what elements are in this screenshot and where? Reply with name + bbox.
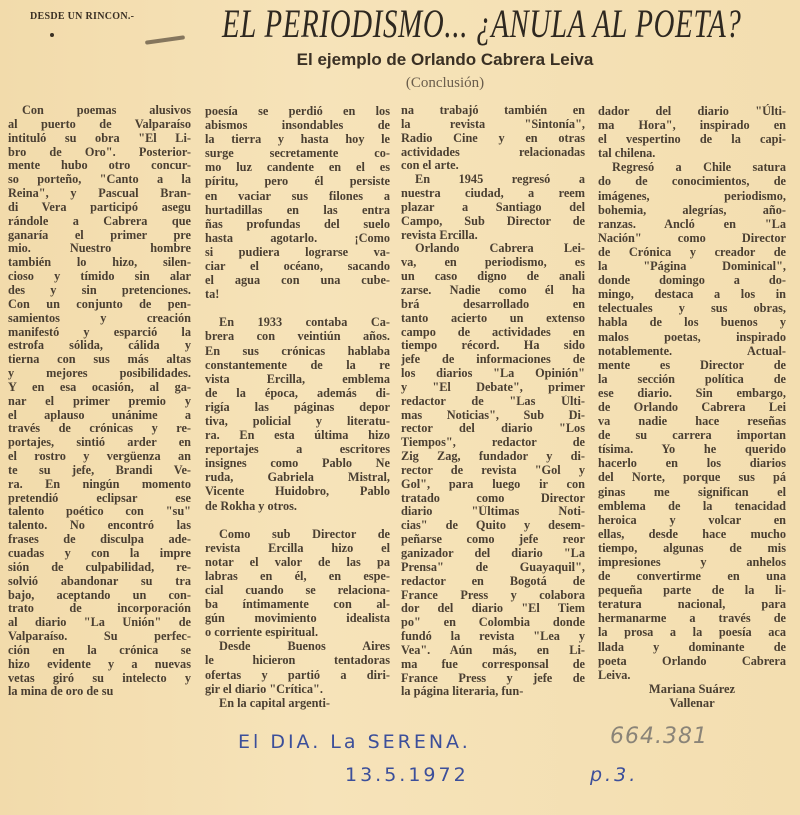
text-line: mingo, destaca a los in (598, 287, 786, 302)
text-line: gir el diario "Crítica". (205, 681, 323, 696)
text-line: del Norte, porque sus pá (598, 470, 786, 485)
text-line: campo de actividades en (401, 325, 585, 339)
text-line: donde domingo a do- (598, 273, 786, 288)
text-line: cioso y tímido sin alar (8, 270, 191, 284)
article-column-3 (401, 104, 585, 699)
text-line: nar el primer premio y (8, 394, 191, 408)
text-line: el vespertino de la capi- (598, 132, 786, 147)
text-line: talento. No encontró las (8, 519, 191, 533)
text-line: jefe de informaciones de (401, 353, 585, 367)
text-line: ranzas. Ancló en "La (598, 216, 786, 231)
text-line: rector del diario "Los (401, 422, 585, 436)
text-line: de Rokha y otros. (205, 498, 298, 513)
text-line: Nación" como Director (598, 230, 786, 245)
text-line: el aplauso unánime a (8, 408, 191, 422)
text-line: al diario "La Unión" de (8, 616, 191, 630)
text-line: ra. En esta última hizo (205, 428, 390, 443)
text-line: peñarse como jefe reor (401, 533, 585, 547)
article-column-4 (598, 104, 786, 710)
text-line: través de crónicas y re- (8, 422, 191, 436)
text-line: redactor en Bogotá de (401, 574, 585, 588)
text-line: habla de los buenos y (598, 315, 786, 330)
text-line: Como sub Director de (219, 526, 390, 541)
text-line: de Orlando Cabrera Lei (598, 399, 786, 414)
text-line: el rostro y vergüenza an (8, 450, 191, 464)
text-line: Vicente Huidobro, Pablo (205, 484, 390, 499)
text-line: tiva, policial y literatu- (205, 413, 390, 428)
text-line: Con poemas alusivos (22, 104, 191, 117)
text-line: le hicieron tentadoras (205, 653, 390, 668)
text-line: rigía las páginas depor (205, 399, 390, 414)
text-line: Gol", para luego ir con (401, 477, 585, 491)
text-line: pequeña parte de la li- (598, 583, 786, 598)
text-line: solvió abandonar su tra (8, 574, 191, 588)
text-line: te su jefe, Brandi Ve- (8, 463, 191, 477)
text-line: mente es Director de (598, 357, 786, 372)
text-line: ese diario. Sin embargo, (598, 385, 786, 400)
text-line: abismos insondables de (205, 118, 390, 133)
text-line: mente hubo otro concur- (8, 159, 191, 173)
text-line: cias" de Quito y desem- (401, 519, 585, 533)
text-line: mas Noticias", Sub Di- (401, 408, 585, 422)
text-line: poeta Orlando Cabrera (598, 653, 786, 668)
text-line: la sección política de (598, 371, 786, 386)
text-line: ba íntimamente con al- (205, 597, 390, 612)
text-line: zarse. Nadie como él ha (401, 283, 585, 297)
text-line: ruda, Gabriela Mistral, (205, 470, 390, 485)
text-line: tísima. Yo he querido (598, 442, 786, 457)
text-line: malos poetas, inspirado (598, 329, 786, 344)
text-line: o corriente espiritual. (205, 625, 319, 640)
text-line: Campo, Sub Director de (401, 214, 585, 228)
text-line: Zig Zag, fundador y di- (401, 450, 585, 464)
text-line: la "Página Dominical", (598, 259, 786, 274)
text-line: la tierra y hasta hoy le (205, 132, 390, 147)
text-line: na trabajó también en (401, 104, 585, 117)
text-line: Valparaíso. Su perfec- (8, 630, 191, 644)
text-line: mio. Nuestro hombre (8, 242, 191, 256)
article-column-2 (205, 104, 390, 710)
text-line: plazar a Santiago del (401, 200, 585, 214)
text-line: labras en él, en espe- (205, 568, 390, 583)
text-line: tiempo récord. Ha sido (401, 339, 585, 353)
text-line: notablemente. Actual- (598, 343, 786, 358)
text-line: hacerlo en los diarios (598, 456, 786, 471)
text-line: France Press y colabora (401, 588, 585, 602)
text-line: tiempo, algunas de mis (598, 540, 786, 555)
text-line: mo luz candente en el es (205, 160, 390, 175)
text-line: sión de culpabilidad, re- (8, 560, 191, 574)
text-line: ma fue corresponsal de (401, 657, 585, 671)
text-line: insignes como Pablo Ne (205, 456, 390, 471)
text-line: manifestó y esparció la (8, 325, 191, 339)
text-line: imágenes, periodismo, (598, 188, 786, 203)
signature-author: Mariana Suárez (648, 681, 736, 696)
text-line: si pudiera lograrse va- (205, 244, 390, 259)
text-line: y mejores posibilidades. (8, 367, 191, 381)
text-line: tanto acierto un extenso (401, 311, 585, 325)
text-line: rector de revista "Gol y (401, 463, 585, 477)
text-line: telectuales y sus obras, (598, 301, 786, 316)
text-line: Y en esa ocasión, al ga- (8, 380, 191, 394)
text-line: samientos y creación (8, 311, 191, 325)
text-line: bohemia, alegrías, año- (598, 202, 786, 217)
text-line: actividades relacionadas (401, 145, 585, 159)
text-line: portajes, sintió arder en (8, 436, 191, 450)
text-line: ción en la crónica se (8, 643, 191, 657)
section-kicker: DESDE UN RINCON.- (30, 11, 135, 22)
text-line: cuadas y con la impre (8, 547, 191, 560)
text-line: des y sin pretenciones. (8, 283, 191, 297)
text-line: Vea". Aún más, en Li- (401, 643, 585, 657)
text-line: y "El Debate", primer (401, 380, 585, 394)
text-line: dor del diario "El Tiem (401, 602, 585, 616)
text-line: estrofa sólida, cálida y (8, 339, 191, 353)
text-line: hasta agotarlo. ¡Como (205, 230, 390, 245)
text-line: la mina de oro de su (8, 685, 114, 699)
text-line: ellas, desde hace mucho (598, 526, 786, 541)
text-line: cial cuando se relaciona- (205, 583, 390, 597)
text-line: pretendió eclipsar ese (8, 491, 191, 505)
text-line: constantemente de la re (205, 357, 390, 372)
text-line: Tiempos", redactor de (401, 436, 585, 450)
article-subtitle: El ejemplo de Orlando Cabrera Leiva (296, 50, 594, 69)
text-line: redactor de "Las Últi- (401, 394, 585, 408)
text-line: Desde Buenos Aires (219, 639, 390, 654)
text-line: la página literaria, fun- (401, 685, 524, 699)
text-line: frases de disculpa ade- (8, 533, 191, 547)
text-line: un caso digno de anali (401, 270, 585, 284)
text-line: reportajes a escritores (205, 442, 390, 457)
text-line: tal chilena. (598, 146, 656, 161)
text-line: Orlando Cabrera Lei- (415, 242, 585, 256)
text-line: gún movimiento idealista (205, 611, 390, 626)
text-line: Regresó a Chile satura (612, 160, 786, 175)
text-line: tratado como Director (401, 491, 585, 505)
text-line: bajo, aceptando un con- (8, 588, 191, 602)
text-line: ma Hora", inspirado en (598, 118, 786, 133)
text-line: de Crónica y creador de (598, 244, 786, 259)
text-line: Radio Cine y en otras (401, 131, 585, 145)
text-line: en vaciar sus filones a (205, 188, 390, 203)
text-line: hizo evidente y a nuevas (8, 657, 191, 671)
text-line: di Vera participó asegu (8, 200, 191, 214)
text-line: bro de Oro". Posterior- (8, 145, 191, 159)
text-line: llada y dominante de (598, 639, 786, 654)
text-line: rándole a Cabrera que (8, 214, 191, 228)
text-line: la prosa a la poesía aca (598, 625, 786, 640)
text-line: po" en Colombia donde (401, 616, 585, 630)
paragraph-gap (205, 301, 390, 315)
text-line: France Press y jefe de (401, 671, 585, 685)
text-line: también lo hizo, silen- (8, 256, 191, 270)
text-line: va nadie hace reseñas (598, 414, 786, 429)
text-line: ciar el océano, sacando (205, 259, 390, 274)
article-title: EL PERIODISMO... ¿ANULA AL POETA? (222, 1, 742, 46)
ink-spot (50, 33, 54, 37)
text-line: al puerto de Valparaíso (8, 117, 191, 131)
text-line: intituló su obra "El Li- (8, 131, 191, 145)
text-line: la revista "Sintonía", (401, 117, 585, 131)
text-line: ñas profundas del suelo (205, 216, 390, 231)
text-line: Leiva. (598, 667, 631, 682)
text-line: notar el valor de las pa (205, 554, 390, 569)
article-conclusion-note: (Conclusión) (405, 75, 485, 91)
handwritten-date: 13.5.1972 (345, 764, 469, 786)
text-line: ta! (205, 287, 220, 302)
text-line: hurtadillas en las entra (205, 202, 390, 217)
text-line: En 1945 regresó a (415, 173, 585, 187)
handwritten-catalog-number: 664.381 (610, 724, 708, 749)
text-line: emblema de la tenacidad (598, 498, 786, 513)
text-line: tierna con sus más altas (8, 353, 191, 367)
article-column-1 (8, 104, 191, 699)
text-line: píritu, pero él persiste (205, 174, 390, 189)
text-line: brá desarrollado en (401, 297, 585, 311)
text-line: de convertirme en una (598, 569, 786, 584)
text-line: los diarios "La Opinión" (401, 367, 585, 381)
text-line: con el arte. (401, 159, 459, 173)
text-line: hermanarme a través de (598, 611, 786, 626)
text-line: trato de incorporación (8, 602, 191, 616)
text-line: do de conocimientos, de (598, 174, 786, 189)
text-line: vetas giró su intelecto y (8, 671, 191, 685)
text-line: Reina", y Pascual Bran- (8, 187, 191, 201)
text-line: En la capital argenti- (219, 695, 331, 710)
text-line: so porteño, "Canto a la (8, 173, 191, 187)
text-line: ganaría el primer pre (8, 228, 191, 242)
text-line: ganizador del diario "La (401, 547, 585, 560)
text-line: En 1933 contaba Ca- (219, 315, 390, 330)
text-line: poesía se perdió en los (205, 104, 390, 118)
text-line: ra. En ningún momento (8, 477, 191, 491)
text-line: dador del diario "Últi- (598, 104, 786, 118)
text-line: vista Ercilla, emblema (205, 371, 390, 386)
text-line: heroica y volcar en (598, 512, 786, 527)
text-line: talento poético con "su" (8, 505, 191, 519)
signature-place: Vallenar (669, 695, 715, 710)
text-line: teratura nacional, para (598, 597, 786, 612)
text-line: de su carrera importan (598, 428, 786, 443)
handwritten-source: El DIA. La SERENA. (238, 731, 471, 753)
text-line: brera con veintiún años. (205, 329, 390, 344)
text-line: de la época, además di- (205, 385, 390, 400)
text-line: impresiones y anhelos (598, 555, 786, 569)
text-line: Prensa" de Guayaquil", (401, 560, 585, 574)
text-line: surge secretamente co- (205, 146, 390, 161)
text-line: En sus crónicas hablaba (205, 343, 390, 358)
text-line: revista Ercilla. (401, 228, 478, 242)
text-line: fundó la revista "Lea y (401, 630, 585, 644)
handwritten-page: p.3. (590, 764, 639, 786)
paragraph-gap (205, 513, 390, 527)
text-line: revista Ercilla hizo el (205, 540, 390, 555)
text-line: ofertas y partió a diri- (205, 667, 390, 682)
text-line: nuestra ciudad, a reem (401, 187, 585, 201)
text-line: Con un conjunto de pen- (8, 297, 191, 311)
text-line: ginas me significan el (598, 484, 786, 499)
text-line: va, en periodismo, es (401, 256, 585, 270)
text-line: diario "Últimas Noti- (401, 505, 585, 519)
text-line: el agua con una cube- (205, 273, 390, 288)
